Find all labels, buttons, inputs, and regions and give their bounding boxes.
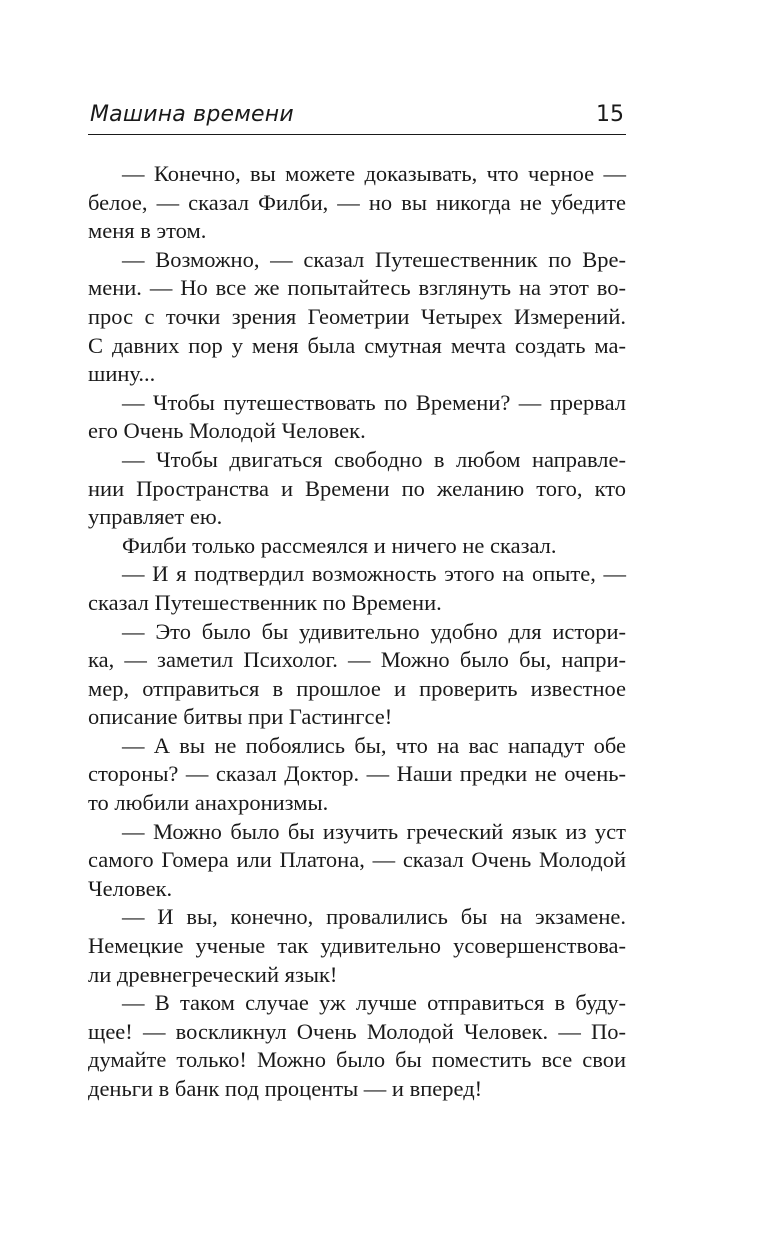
text-line: щее! — воскликнул Очень Молодой Человек. — По- [88,1018,626,1044]
text-line: белое, — сказал Филби, — но вы никогда не убедите [88,189,626,215]
text-line: С давних пор у меня была смутная мечта создать ма- [88,332,626,358]
text-line: то любили анахронизмы. [88,790,329,816]
text-line: — Можно было бы изучить греческий язык из уст [122,818,626,844]
page-number: 15 [596,102,624,127]
text-line: — Конечно, вы можете доказывать, что черное — [122,161,626,186]
text-line: — Возможно, — сказал Путешественник по Вре- [122,246,626,272]
text-line: — И я подтвердил возможность этого на опыте, — [122,561,626,587]
text-line: описание битвы при Гастингсе! [88,704,393,730]
text-line: — Это было бы удивительно удобно для истори- [122,618,626,644]
text-line: мер, отправиться в прошлое и проверить известное [88,675,626,701]
text-line: управляет ею. [88,504,223,530]
text-line: мени. — Но все же попытайтесь взглянуть на этот во- [88,275,626,301]
text-line: стороны? — сказал Доктор. — Наши предки не очень- [88,761,626,787]
text-line: — А вы не побоялись бы, что на вас нападут обе [122,732,626,758]
text-line: Немецкие ученые так удивительно усовершенствова- [88,933,626,959]
running-header [88,98,626,135]
running-title: Машина времени [90,102,294,127]
text-line: ли древнегреческий язык! [88,961,338,987]
body-text [88,160,626,1104]
text-line: — В таком случае уж лучше отправиться в буду- [122,990,626,1016]
text-line: — Чтобы путешествовать по Времени? — прервал [122,389,626,415]
text-line: шину... [88,361,156,387]
text-line: деньги в банк под проценты — и вперед! [88,1076,483,1101]
text-line: сказал Путешественник по Времени. [88,589,442,615]
text-line: его Очень Молодой Человек. [88,418,366,444]
text-line: меня в этом. [88,218,207,244]
text-line: нии Пространства и Времени по желанию того, кто [88,475,626,501]
text-line: Филби только рассмеялся и ничего не сказал. [122,532,557,558]
text-line: думайте только! Можно было бы поместить все свои [88,1047,626,1073]
text-line: — Чтобы двигаться свободно в любом направле- [122,446,626,472]
text-line: прос с точки зрения Геометрии Четырех Измерений. [88,303,626,329]
text-line: Человек. [88,875,173,901]
text-line: — И вы, конечно, провалились бы на экзамене. [122,904,626,930]
text-line: ка, — заметил Психолог. — Можно было бы, напри- [88,647,626,673]
text-line: самого Гомера или Платона, — сказал Очень Молодой [88,847,626,873]
